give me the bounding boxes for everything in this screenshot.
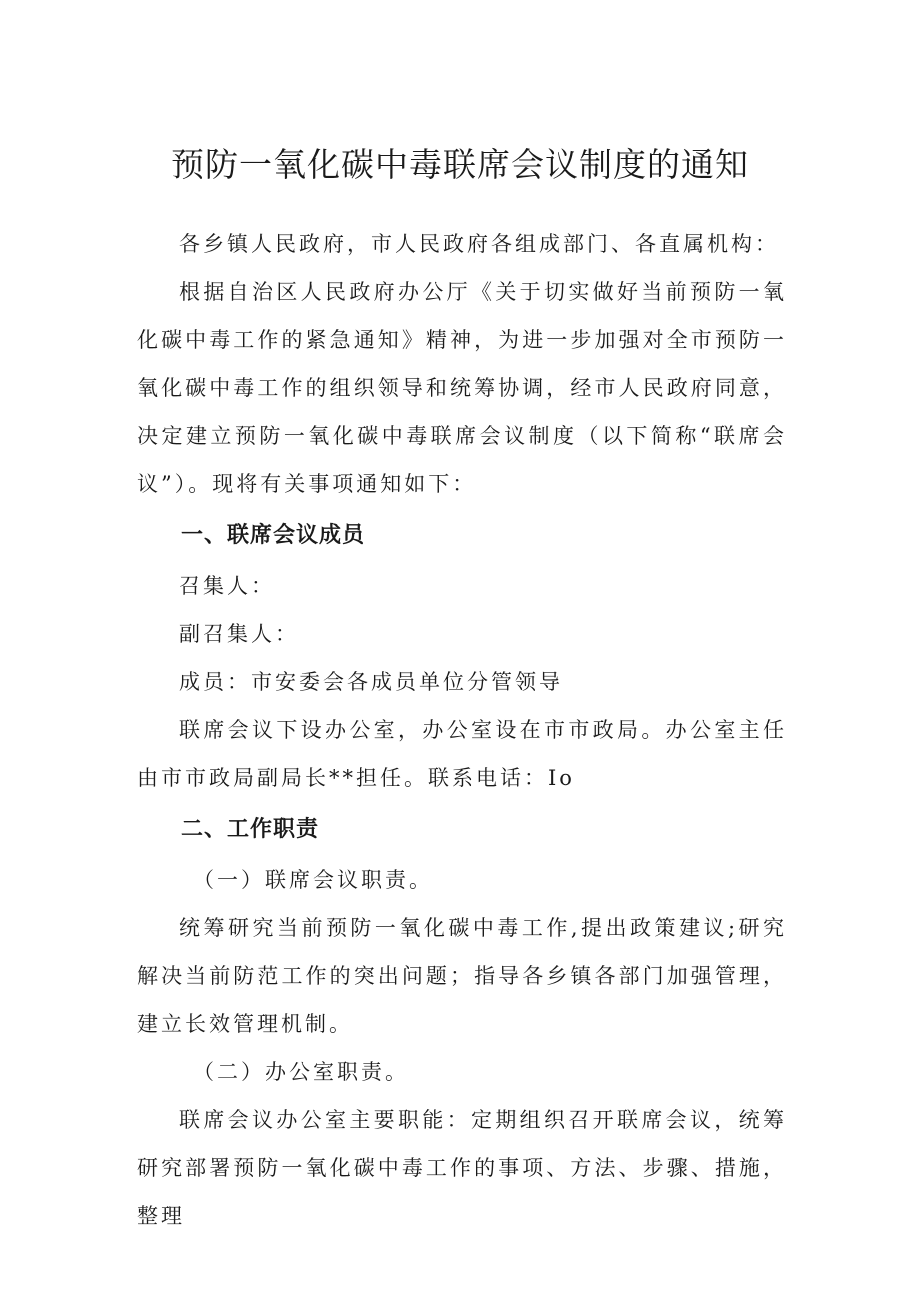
intro-paragraph: 根据自治区人民政府办公厅《关于切实做好当前预防一氧化碳中毒工作的紧急通知》精神，为进一步加强对全市预防一氧化碳中毒工作的组织领导和统筹协调，经市人民政府同意，决定建立预防一氧化碳中毒联席会议制度（以下简称“联席会议”）。现将有关事项通知如下： (137, 280, 787, 496)
members-line: 成员：市安委会各成员单位分管领导 (179, 670, 563, 694)
deputy-convener-line: 副召集人： (179, 622, 299, 646)
section-1-heading: 一、联席会议成员 (181, 523, 366, 548)
document-body (137, 220, 787, 1240)
subsection-2-text: 联席会议办公室主要职能：定期组织召开联席会议，统筹研究部署预防一氧化碳中毒工作的事项、方法、步骤、措施，整理 (137, 1108, 787, 1228)
office-paragraph: 联席会议下设办公室，办公室设在市市政局。办公室主任由市市政局副局长**担任。联系电话：Io (137, 718, 787, 790)
subsection-1-text: 统筹研究当前预防一氧化碳中毒工作,提出政策建议;研究解决当前防范工作的突出问题；指导各乡镇各部门加强管理，建立长效管理机制。 (137, 916, 787, 1036)
subsection-1-heading: （一）联席会议职责。 (193, 868, 433, 892)
subsection-2-heading: （二）办公室职责。 (193, 1060, 409, 1084)
salutation: 各乡镇人民政府，市人民政府各组成部门、各直属机构： (179, 232, 779, 256)
convener-line: 召集人： (179, 574, 275, 598)
section-2-heading: 二、工作职责 (181, 817, 320, 842)
document-title: 预防一氧化碳中毒联席会议制度的通知 (171, 145, 749, 184)
